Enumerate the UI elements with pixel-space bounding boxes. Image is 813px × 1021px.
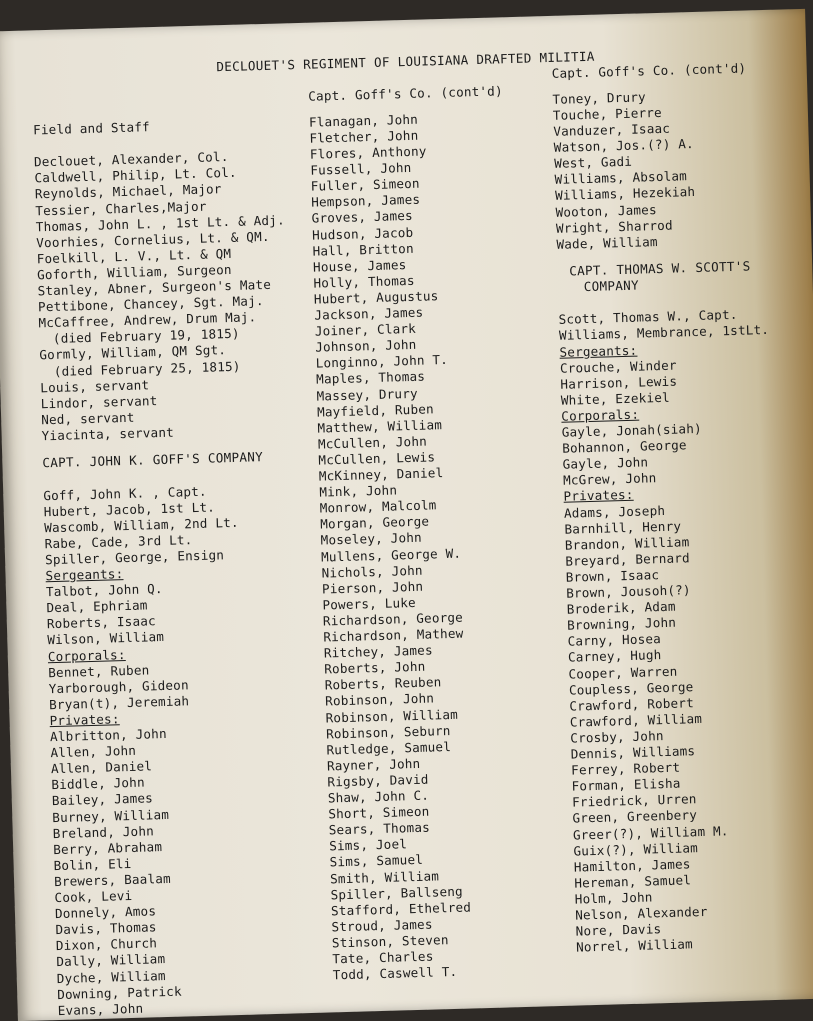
name-entry: Donnely, Amos: [54, 903, 157, 922]
rank-label: Corporals:: [561, 406, 640, 424]
name-entry: Nelson, Alexander: [575, 903, 708, 923]
name-entry: Holm, John: [574, 889, 653, 907]
rank-label: Sergeants:: [45, 566, 124, 584]
name-entry: (died February 19, 1815): [52, 326, 240, 347]
name-entry: Crawford, Robert: [569, 694, 695, 714]
name-entry: Brewers, Baalam: [53, 870, 171, 890]
name-entry: Pettibone, Chancey, Sgt. Maj.: [37, 293, 264, 315]
name-entry: Ferrey, Robert: [570, 759, 681, 778]
name-entry: Mink, John: [319, 482, 398, 500]
name-entry: Tessier, Charles,Major: [35, 198, 207, 218]
name-entry: Smith, William: [329, 867, 440, 886]
name-entry: Wascomb, William, 2nd Lt.: [43, 514, 239, 535]
name-entry: Rutledge, Samuel: [326, 738, 452, 758]
name-entry: Fuller, Simeon: [310, 175, 420, 194]
name-entry: Caldwell, Philip, Lt. Col.: [34, 165, 237, 186]
page-title: DECLOUET'S REGIMENT OF LOUISIANA DRAFTED MILITIA: [216, 48, 595, 75]
rank-label: Sergeants:: [559, 342, 638, 360]
name-entry: Holly, Thomas: [313, 272, 415, 291]
name-entry: McGrew, John: [562, 470, 657, 489]
company-heading: CAPT. JOHN K. GOFF'S COMPANY: [42, 449, 264, 471]
name-entry: Rabe, Cade, 3rd Lt.: [44, 531, 193, 552]
name-entry: Adams, Joseph: [563, 502, 666, 521]
name-entry: Coupless, George: [568, 678, 694, 698]
section-heading: Capt. Goff's Co. (cont'd): [308, 83, 503, 104]
name-entry: Talbot, John Q.: [45, 581, 163, 600]
name-entry: Richardson, Mathew: [323, 625, 464, 645]
name-entry: Harrison, Lewis: [560, 373, 678, 392]
name-entry: Shaw, John C.: [327, 787, 430, 806]
name-entry: Robinson, John: [324, 690, 435, 709]
name-entry: Flores, Anthony: [309, 143, 427, 162]
name-entry: Maples, Thomas: [315, 368, 426, 387]
name-entry: Voorhies, Cornelius, Lt. & QM.: [36, 228, 270, 251]
name-entry: Nichols, John: [321, 562, 423, 581]
name-entry: Bryan(t), Jeremiah: [48, 693, 190, 712]
name-entry: Hereman, Samuel: [574, 872, 692, 891]
name-entry: Longinno, John T.: [315, 352, 449, 371]
name-entry: Green, Greenbery: [572, 807, 698, 827]
name-entry: Spiller, George, Ensign: [44, 547, 225, 568]
name-entry: Stafford, Ethelred: [330, 899, 472, 919]
name-entry: Dally, William: [56, 951, 166, 970]
name-entry: Allen, John: [50, 742, 137, 761]
name-entry: Groves, James: [311, 208, 414, 227]
name-entry: Dyche, William: [56, 967, 166, 986]
name-entry: Touche, Pierre: [552, 104, 663, 123]
name-entry: Gayle, Jonah(siah): [561, 420, 702, 440]
section-heading: Field and Staff: [32, 119, 150, 138]
name-entry: Moseley, John: [320, 530, 423, 548]
name-entry: Berry, Abraham: [52, 838, 163, 857]
name-entry: Carny, Hosea: [567, 631, 662, 649]
name-entry: Hudson, Jacob: [311, 224, 414, 243]
name-entry: House, James: [312, 256, 407, 275]
name-entry: Pierson, John: [321, 578, 424, 597]
name-entry: Toney, Drury: [552, 89, 647, 107]
name-entry: McCullen, Lewis: [318, 449, 436, 468]
name-entry: Reynolds, Michael, Major: [34, 181, 222, 202]
name-entry: Massey, Drury: [316, 385, 418, 404]
name-entry: Forman, Elisha: [571, 775, 681, 794]
name-entry: Hall, Britton: [312, 240, 414, 259]
company-heading: CAPT. THOMAS W. SCOTT'S: [569, 258, 751, 279]
book-page: [0, 9, 813, 1021]
name-entry: Roberts, Reuben: [324, 674, 442, 693]
name-entry: Mullens, George W.: [320, 545, 462, 565]
name-entry: Crosby, John: [570, 727, 664, 746]
name-entry: Dennis, Williams: [570, 743, 696, 762]
name-entry: Dixon, Church: [55, 935, 158, 954]
name-entry: Goff, John K. , Capt.: [43, 483, 207, 503]
name-entry: Downing, Patrick: [57, 983, 182, 1002]
name-entry: McKinney, Daniel: [318, 465, 444, 484]
name-entry: Gayle, John: [562, 454, 649, 472]
name-entry: Lindor, servant: [40, 392, 158, 411]
rank-label: Corporals:: [47, 646, 126, 664]
name-entry: Crawford, William: [569, 710, 703, 730]
name-entry: Browning, John: [566, 614, 677, 633]
name-entry: Morgan, George: [320, 513, 430, 532]
name-entry: Jackson, James: [314, 304, 424, 323]
name-entry: Ritchey, James: [323, 642, 433, 661]
rank-label: Privates:: [563, 487, 634, 505]
name-entry: Brandon, William: [564, 533, 690, 553]
name-entry: Burney, William: [52, 806, 170, 825]
name-entry: (died February 25, 1815): [53, 358, 241, 379]
name-entry: Rigsby, David: [327, 771, 429, 790]
name-entry: Breland, John: [52, 822, 155, 841]
name-entry: Wilson, William: [47, 629, 165, 648]
name-entry: Wade, William: [556, 233, 658, 252]
name-entry: Allen, Daniel: [50, 758, 153, 777]
name-entry: Biddle, John: [51, 774, 145, 793]
name-entry: Vanduzer, Isaac: [553, 120, 671, 139]
name-entry: Williams, Hezekiah: [554, 184, 696, 204]
name-entry: Mayfield, Ruben: [316, 400, 434, 420]
name-entry: Wooton, James: [555, 201, 657, 220]
name-entry: Williams, Membrance, 1stLt.: [558, 322, 770, 344]
name-entry: Short, Simeon: [328, 803, 430, 822]
name-entry: Roberts, John: [324, 658, 426, 677]
name-entry: Stanley, Abner, Surgeon's Mate: [37, 276, 272, 299]
name-entry: Gormly, William, QM Sgt.: [39, 342, 227, 363]
name-entry: Scott, Thomas W., Capt.: [558, 307, 738, 328]
name-entry: Friedrick, Urren: [571, 791, 697, 810]
name-entry: Albritton, John: [49, 725, 167, 745]
name-entry: Tate, Charles: [332, 948, 434, 967]
name-entry: Thomas, John L. , 1st Lt. & Adj.: [35, 212, 285, 234]
name-entry: Guix(?), William: [573, 839, 699, 859]
rank-label: Privates:: [49, 711, 120, 729]
section-heading: Capt. Goff's Co. (cont'd): [551, 60, 747, 81]
name-entry: Bohannon, George: [561, 437, 687, 456]
name-entry: Brown, Isaac: [565, 567, 660, 585]
name-entry: Yarborough, Gideon: [48, 676, 189, 696]
name-entry: McCullen, John: [317, 433, 428, 452]
name-entry: Declouet, Alexander, Col.: [33, 149, 229, 170]
name-entry: Evans, John: [57, 1000, 144, 1018]
name-entry: Roberts, Isaac: [46, 613, 157, 632]
name-entry: Broderik, Adam: [566, 598, 676, 617]
name-entry: Matthew, William: [317, 416, 443, 436]
name-entry: Sims, Joel: [329, 836, 408, 854]
name-entry: McCaffree, Andrew, Drum Maj.: [38, 309, 257, 331]
name-entry: Barnhill, Henry: [564, 518, 682, 537]
name-entry: Hempson, James: [311, 191, 421, 210]
name-entry: Powers, Luke: [322, 594, 417, 613]
name-entry: Bennet, Ruben: [48, 661, 150, 680]
name-entry: Yiacinta, servant: [41, 424, 175, 444]
name-entry: Robinson, William: [325, 706, 459, 725]
name-entry: Greer(?), William M.: [572, 822, 729, 843]
name-entry: Joiner, Clark: [314, 320, 417, 339]
name-entry: Rayner, John: [326, 755, 421, 774]
name-entry: Richardson, George: [322, 609, 464, 629]
name-entry: Hubert, Augustus: [313, 288, 439, 307]
name-entry: Nore, Davis: [575, 921, 662, 939]
name-entry: Crouche, Winder: [559, 357, 677, 376]
name-entry: West, Gadi: [554, 153, 633, 172]
name-entry: Brown, Jousoh(?): [566, 582, 691, 601]
name-entry: Monrow, Malcolm: [319, 497, 437, 516]
name-entry: Bailey, James: [51, 790, 154, 809]
name-entry: Deal, Ephriam: [46, 597, 148, 616]
name-entry: Carney, Hugh: [567, 647, 662, 666]
name-entry: Cooper, Warren: [568, 663, 678, 682]
name-entry: Johnson, John: [315, 336, 417, 355]
name-entry: Robinson, Seburn: [325, 722, 451, 742]
name-entry: Goforth, William, Surgeon: [36, 261, 232, 283]
name-entry: Stroud, James: [331, 916, 433, 935]
name-entry: Davis, Thomas: [55, 919, 157, 938]
name-entry: Foelkill, L. V., Lt. & QM: [36, 245, 232, 267]
name-entry: Hubert, Jacob, 1st Lt.: [43, 499, 216, 519]
name-entry: Sears, Thomas: [328, 819, 431, 838]
name-entry: Wright, Sharrod: [555, 217, 673, 236]
name-entry: Sims, Samuel: [329, 852, 424, 870]
name-entry: Louis, servant: [40, 376, 150, 395]
name-entry: Ned, servant: [40, 409, 135, 428]
name-entry: Fussell, John: [310, 159, 412, 178]
name-entry: Cook, Levi: [54, 887, 133, 906]
name-entry: Stinson, Steven: [331, 932, 449, 951]
name-entry: Todd, Caswell T.: [332, 963, 458, 983]
name-entry: Hamilton, James: [573, 856, 691, 875]
name-entry: Williams, Absolam: [554, 168, 688, 188]
name-entry: White, Ezekiel: [560, 389, 670, 408]
name-entry: Fletcher, John: [309, 127, 419, 146]
name-entry: Bolin, Eli: [53, 855, 132, 873]
name-entry: Breyard, Bernard: [565, 550, 691, 569]
name-entry: Flanagan, John: [308, 111, 419, 130]
company-heading: COMPANY: [583, 277, 640, 295]
name-entry: Norrel, William: [575, 936, 694, 955]
name-entry: Watson, Jos.(?) A.: [553, 136, 695, 155]
name-entry: Spiller, Ballseng: [330, 883, 464, 902]
